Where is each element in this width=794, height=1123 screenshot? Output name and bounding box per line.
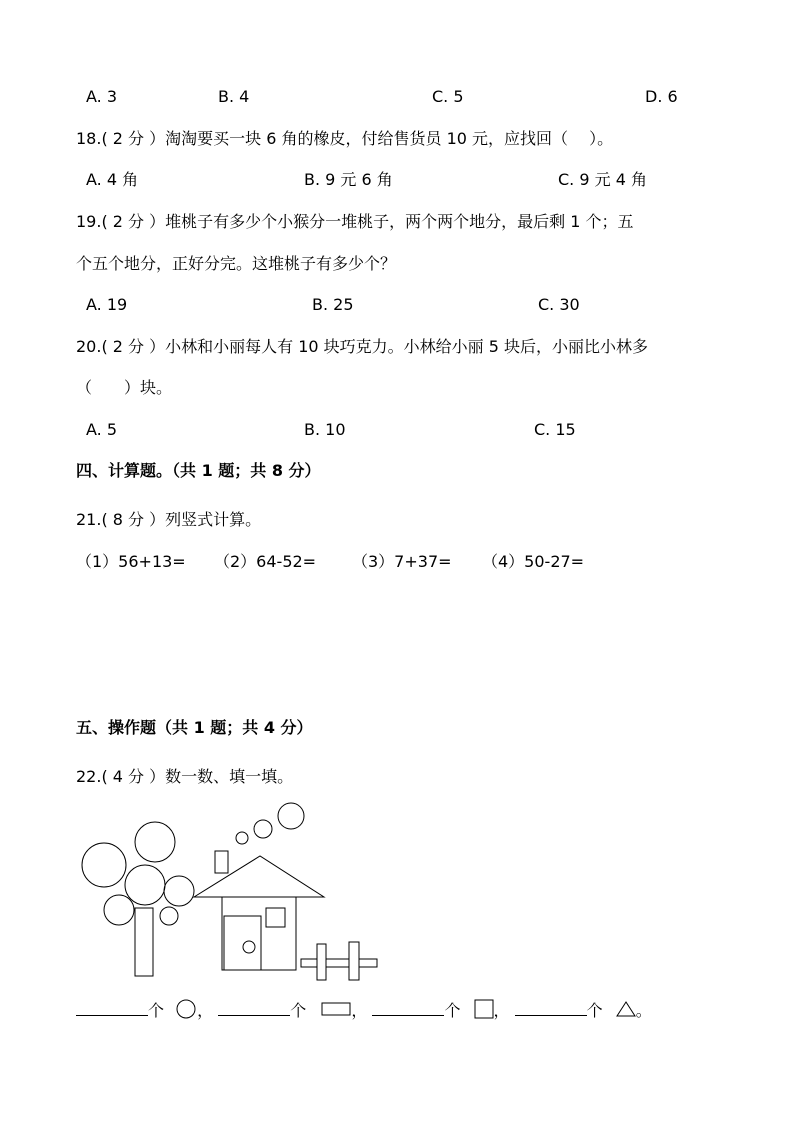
q20-question-line2: （ ）块。 [76, 378, 173, 397]
answer-blank-triangle[interactable] [515, 1001, 587, 1016]
q20-number: 20. [76, 337, 102, 356]
q19-option-a: A. 19 [86, 295, 128, 314]
tree-circle-small [160, 907, 178, 925]
q19-option-b: B. 25 [312, 295, 354, 314]
q21-item-1: （1）56+13= [76, 552, 186, 571]
separator-comma: ， [197, 1001, 214, 1020]
window-square [266, 908, 285, 927]
q21-item-3: （3）7+37= [352, 552, 452, 571]
q18-option-b: B. 9 元 6 角 [304, 170, 393, 189]
q18-question [76, 129, 613, 149]
q21-item-4: （4）50-27= [482, 552, 585, 571]
q19-number: 19. [76, 212, 102, 231]
fence-rail-left [301, 959, 317, 967]
tree-circle-right [164, 876, 194, 906]
q20-option-b: B. 10 [304, 420, 346, 439]
q21-number: 21. [76, 510, 102, 529]
smoke-circle-small [236, 832, 248, 844]
q22-text: ( 4 分 ）数一数、填一填。 [101, 767, 294, 786]
chimney-rectangle [215, 851, 228, 873]
fence-post-right [349, 942, 359, 980]
section5-title: 五、操作题（共 1 题；共 4 分） [76, 718, 313, 737]
q19-question-line2: 个五个地分，正好分完。这堆桃子有多少个？ [76, 254, 397, 273]
q20-question-line1 [76, 337, 648, 357]
q22-answer-line [76, 998, 652, 1025]
q18-option-a: A. 4 角 [86, 170, 139, 189]
q17-option-c: C. 5 [432, 87, 464, 106]
q20-text-line1: ( 2 分 ）小林和小丽每人有 10 块巧克力。小林给小丽 5 块后，小丽比小林多 [101, 337, 649, 356]
tree-circle-middle [125, 865, 165, 905]
fence-post-left [317, 944, 326, 980]
smoke-circle-medium [254, 820, 272, 838]
tree-trunk-rectangle [135, 908, 153, 976]
unit-label: 个 [148, 1001, 165, 1020]
q17-option-d: D. 6 [645, 87, 678, 106]
fence-rail-middle [326, 959, 349, 967]
q21-question [76, 510, 261, 530]
tree-circle-bottom [104, 895, 134, 925]
q22-number: 22. [76, 767, 102, 786]
separator-period: 。 [635, 1001, 652, 1020]
unit-label: 个 [444, 1001, 461, 1020]
door-rectangle [224, 916, 261, 970]
tree-circle-large [82, 843, 126, 887]
q20-option-c: C. 15 [534, 420, 576, 439]
shapes-figure [74, 800, 394, 990]
q19-question-line1 [76, 212, 634, 232]
q22-question [76, 767, 293, 787]
rectangle-icon [321, 1001, 351, 1022]
roof-triangle [194, 856, 324, 897]
answer-blank-square[interactable] [372, 1001, 444, 1016]
tree-circle-top [135, 822, 175, 862]
circle-icon [175, 998, 197, 1025]
square-icon [474, 999, 494, 1024]
q19-option-c: C. 30 [538, 295, 580, 314]
section4-title: 四、计算题。（共 1 题；共 8 分） [76, 461, 321, 480]
smoke-circle-large [278, 803, 304, 829]
q18-number: 18. [76, 129, 102, 148]
separator-comma: ， [493, 1001, 510, 1020]
triangle-icon [616, 1000, 636, 1023]
q18-option-c: C. 9 元 4 角 [558, 170, 647, 189]
q17-option-b: B. 4 [218, 87, 250, 106]
q21-item-2: （2）64-52= [214, 552, 317, 571]
answer-blank-circle[interactable] [76, 1001, 148, 1016]
q21-text: ( 8 分 ）列竖式计算。 [101, 510, 262, 529]
q20-option-a: A. 5 [86, 420, 118, 439]
fence-rail-right [359, 959, 377, 967]
separator-comma: ， [351, 1001, 368, 1020]
q19-text-line1: ( 2 分 ）堆桃子有多少个小猴分一堆桃子，两个两个地分，最后剩 1 个；五 [101, 212, 634, 231]
doorknob-circle [243, 941, 255, 953]
unit-label: 个 [586, 1001, 603, 1020]
q17-option-a: A. 3 [86, 87, 118, 106]
unit-label: 个 [290, 1001, 307, 1020]
q18-text: ( 2 分 ）淘淘要买一块 6 角的橡皮，付给售货员 10 元，应找回（ ）。 [101, 129, 614, 148]
answer-blank-rectangle[interactable] [218, 1001, 290, 1016]
